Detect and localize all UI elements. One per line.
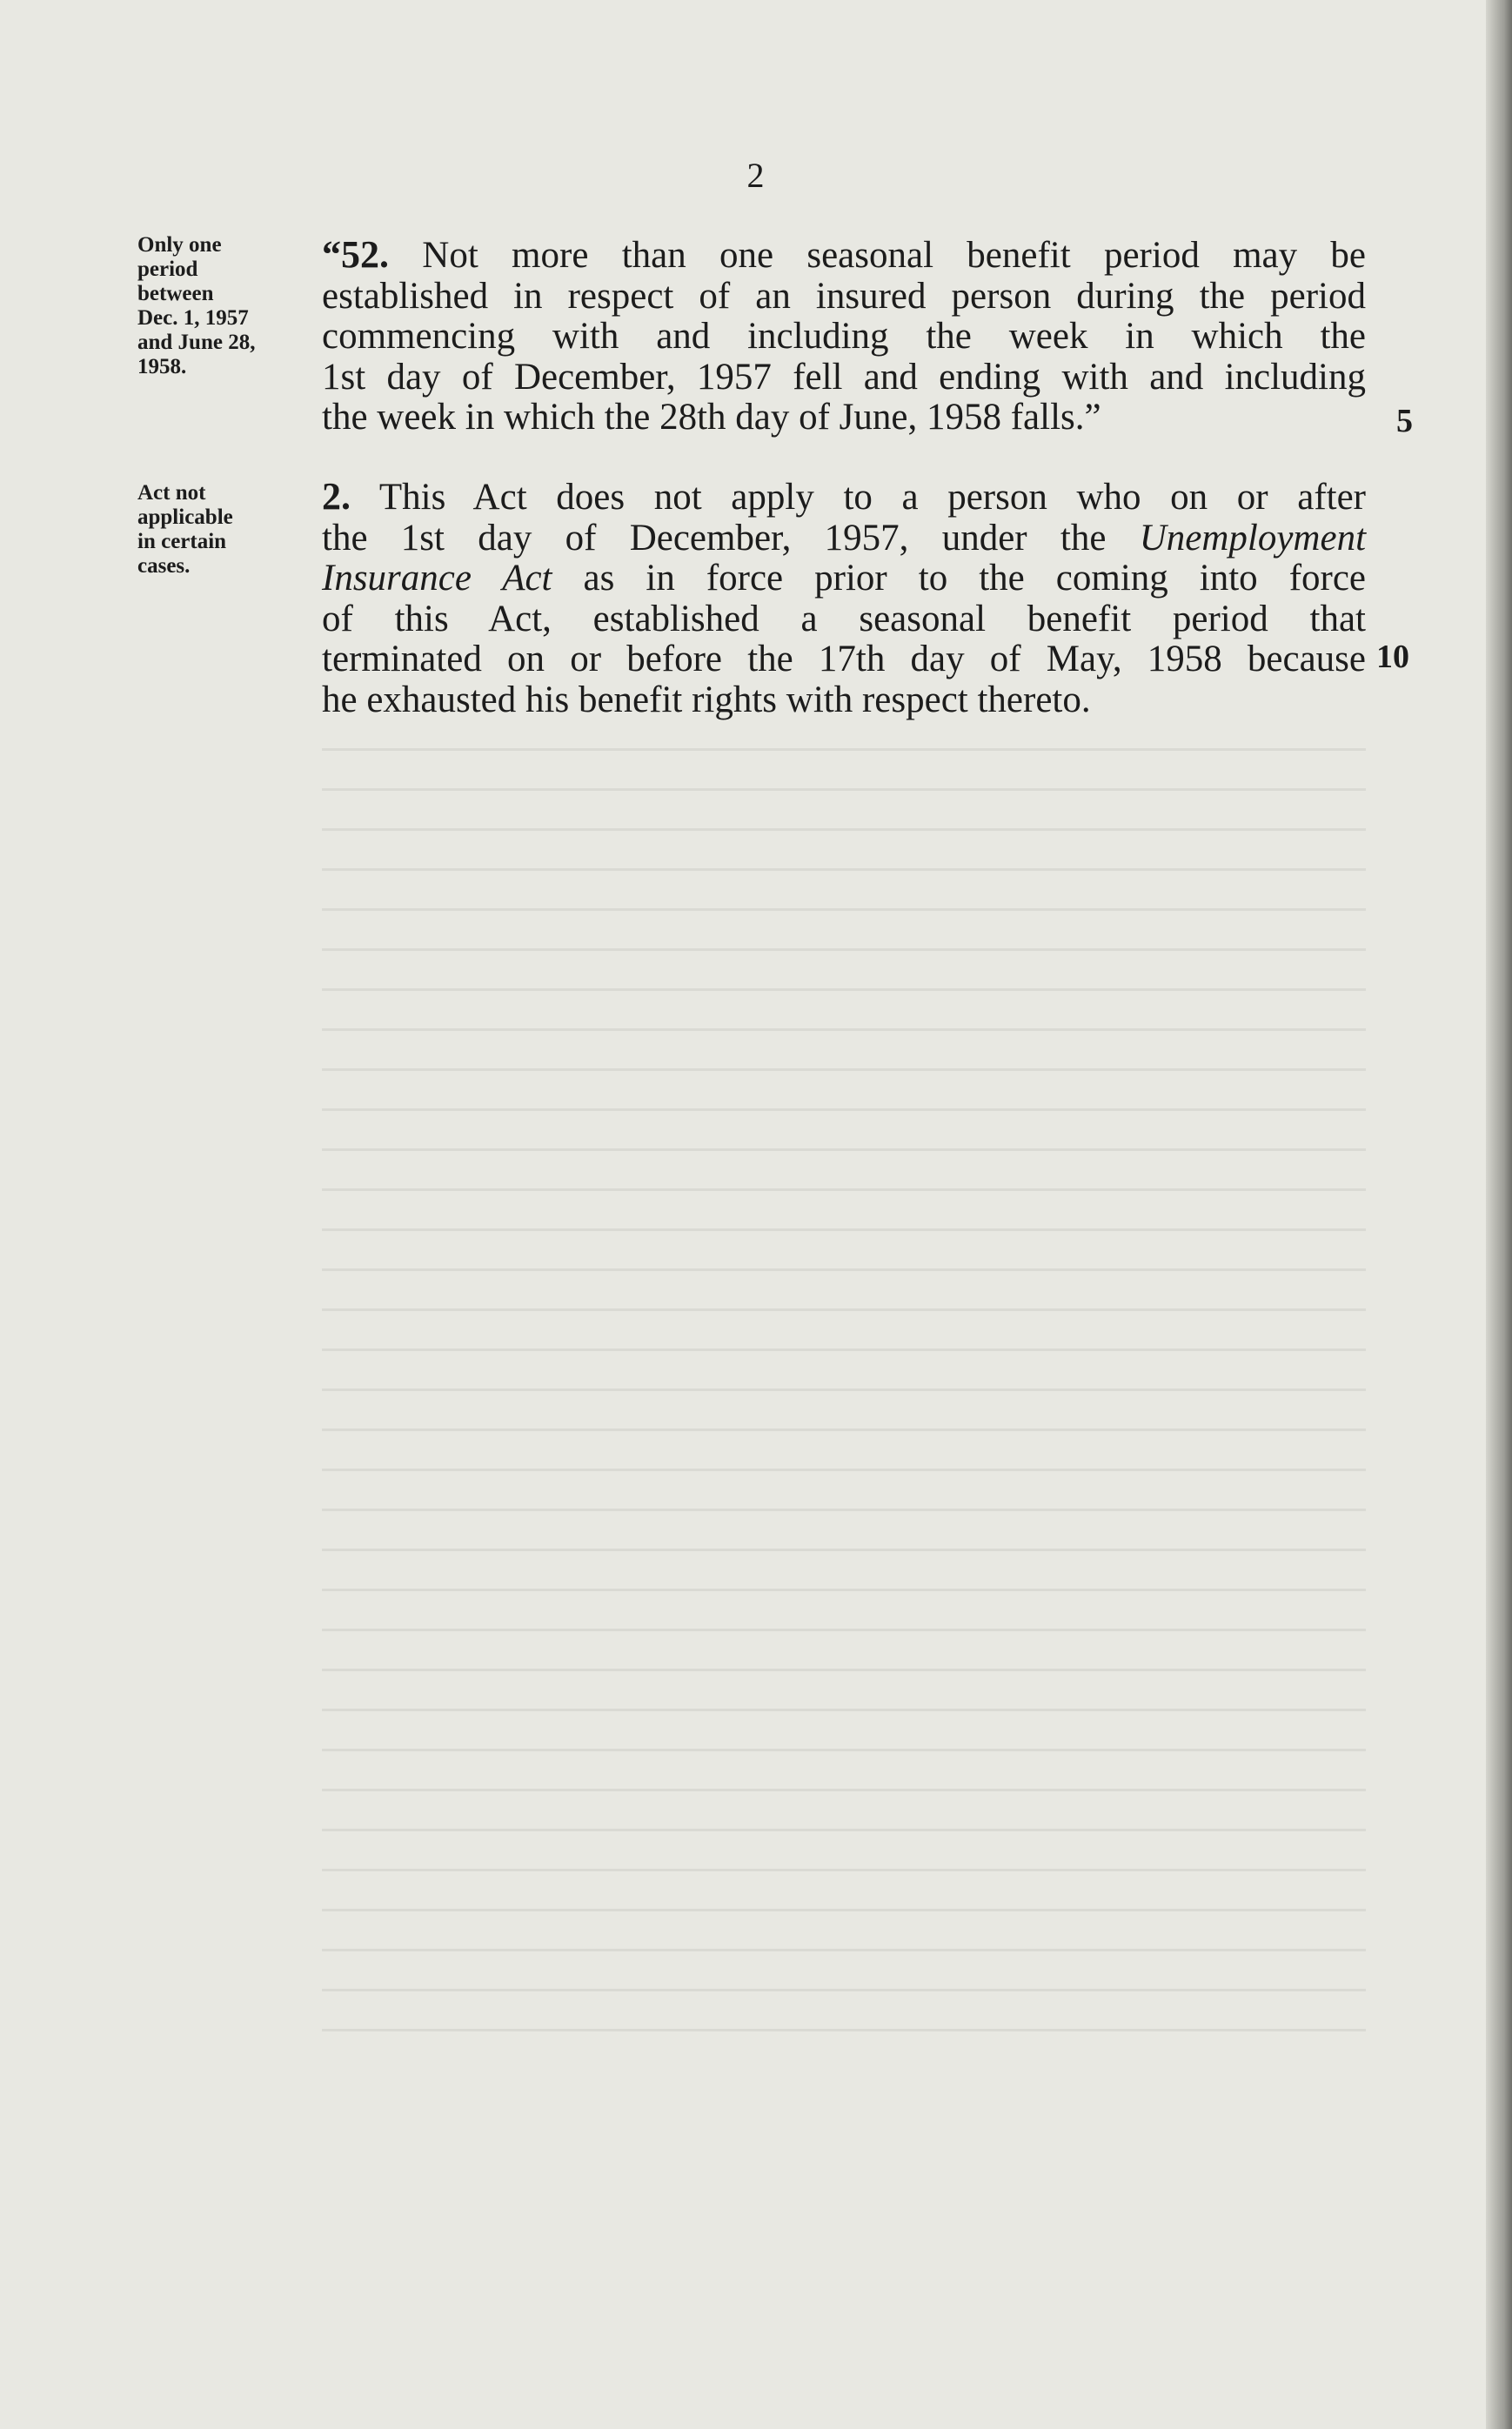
margin-note-line: Dec. 1, 1957 [137,306,249,330]
paragraph-line: the 1st day of December, 1957, under the Unemployment [322,517,1367,559]
line-number-10: 10 [1376,639,1409,675]
section-52-paragraph [322,235,1366,438]
margin-note-act-not-applicable [137,481,294,579]
line-number-5: 5 [1396,403,1413,439]
margin-note-line: 1958. [137,355,187,378]
paragraph-line: established in respect of an insured person during the period [322,275,1366,317]
paragraph-line: he exhausted his benefit rights with respect thereto. [322,679,1091,720]
margin-note-one-period [137,233,294,379]
paragraph-line: terminated on or before the 17th day of May, 1958 because [322,639,1366,679]
paragraph-line: 2. This Act does not apply to a person who on or after [322,475,1366,518]
paragraph-line: “52. Not more than one seasonal benefit period may be [322,233,1366,276]
margin-note-line: Act not [137,481,206,505]
paragraph-line: 1st day of December, 1957 fell and ending with and including [322,356,1366,398]
act-title-italic: Insurance Act [322,558,552,599]
section-2-paragraph [322,477,1366,720]
margin-note-line: in certain [137,530,227,553]
margin-note-line: Only one [137,233,222,257]
paragraph-line: Insurance Act as in force prior to the coming into force [322,558,1367,599]
page-edge-shadow [1486,0,1512,2429]
margin-note-line: cases. [137,554,191,578]
section-number: “52. [322,233,389,276]
paragraph-line: commencing with and including the week in which the [322,316,1366,357]
margin-note-line: period [137,258,198,281]
section-number: 2. [322,475,351,518]
margin-note-line: between [137,282,214,305]
paragraph-line: the week in which the 28th day of June, 1958 falls.” [322,397,1101,438]
show-through-text [322,748,1366,2036]
margin-note-line: applicable [137,505,233,529]
act-title-italic: Unemployment [1139,517,1367,559]
margin-note-line: and June 28, [137,331,256,354]
page-number: 2 [746,156,766,195]
paragraph-line: of this Act, established a seasonal benefit period that [322,598,1366,639]
